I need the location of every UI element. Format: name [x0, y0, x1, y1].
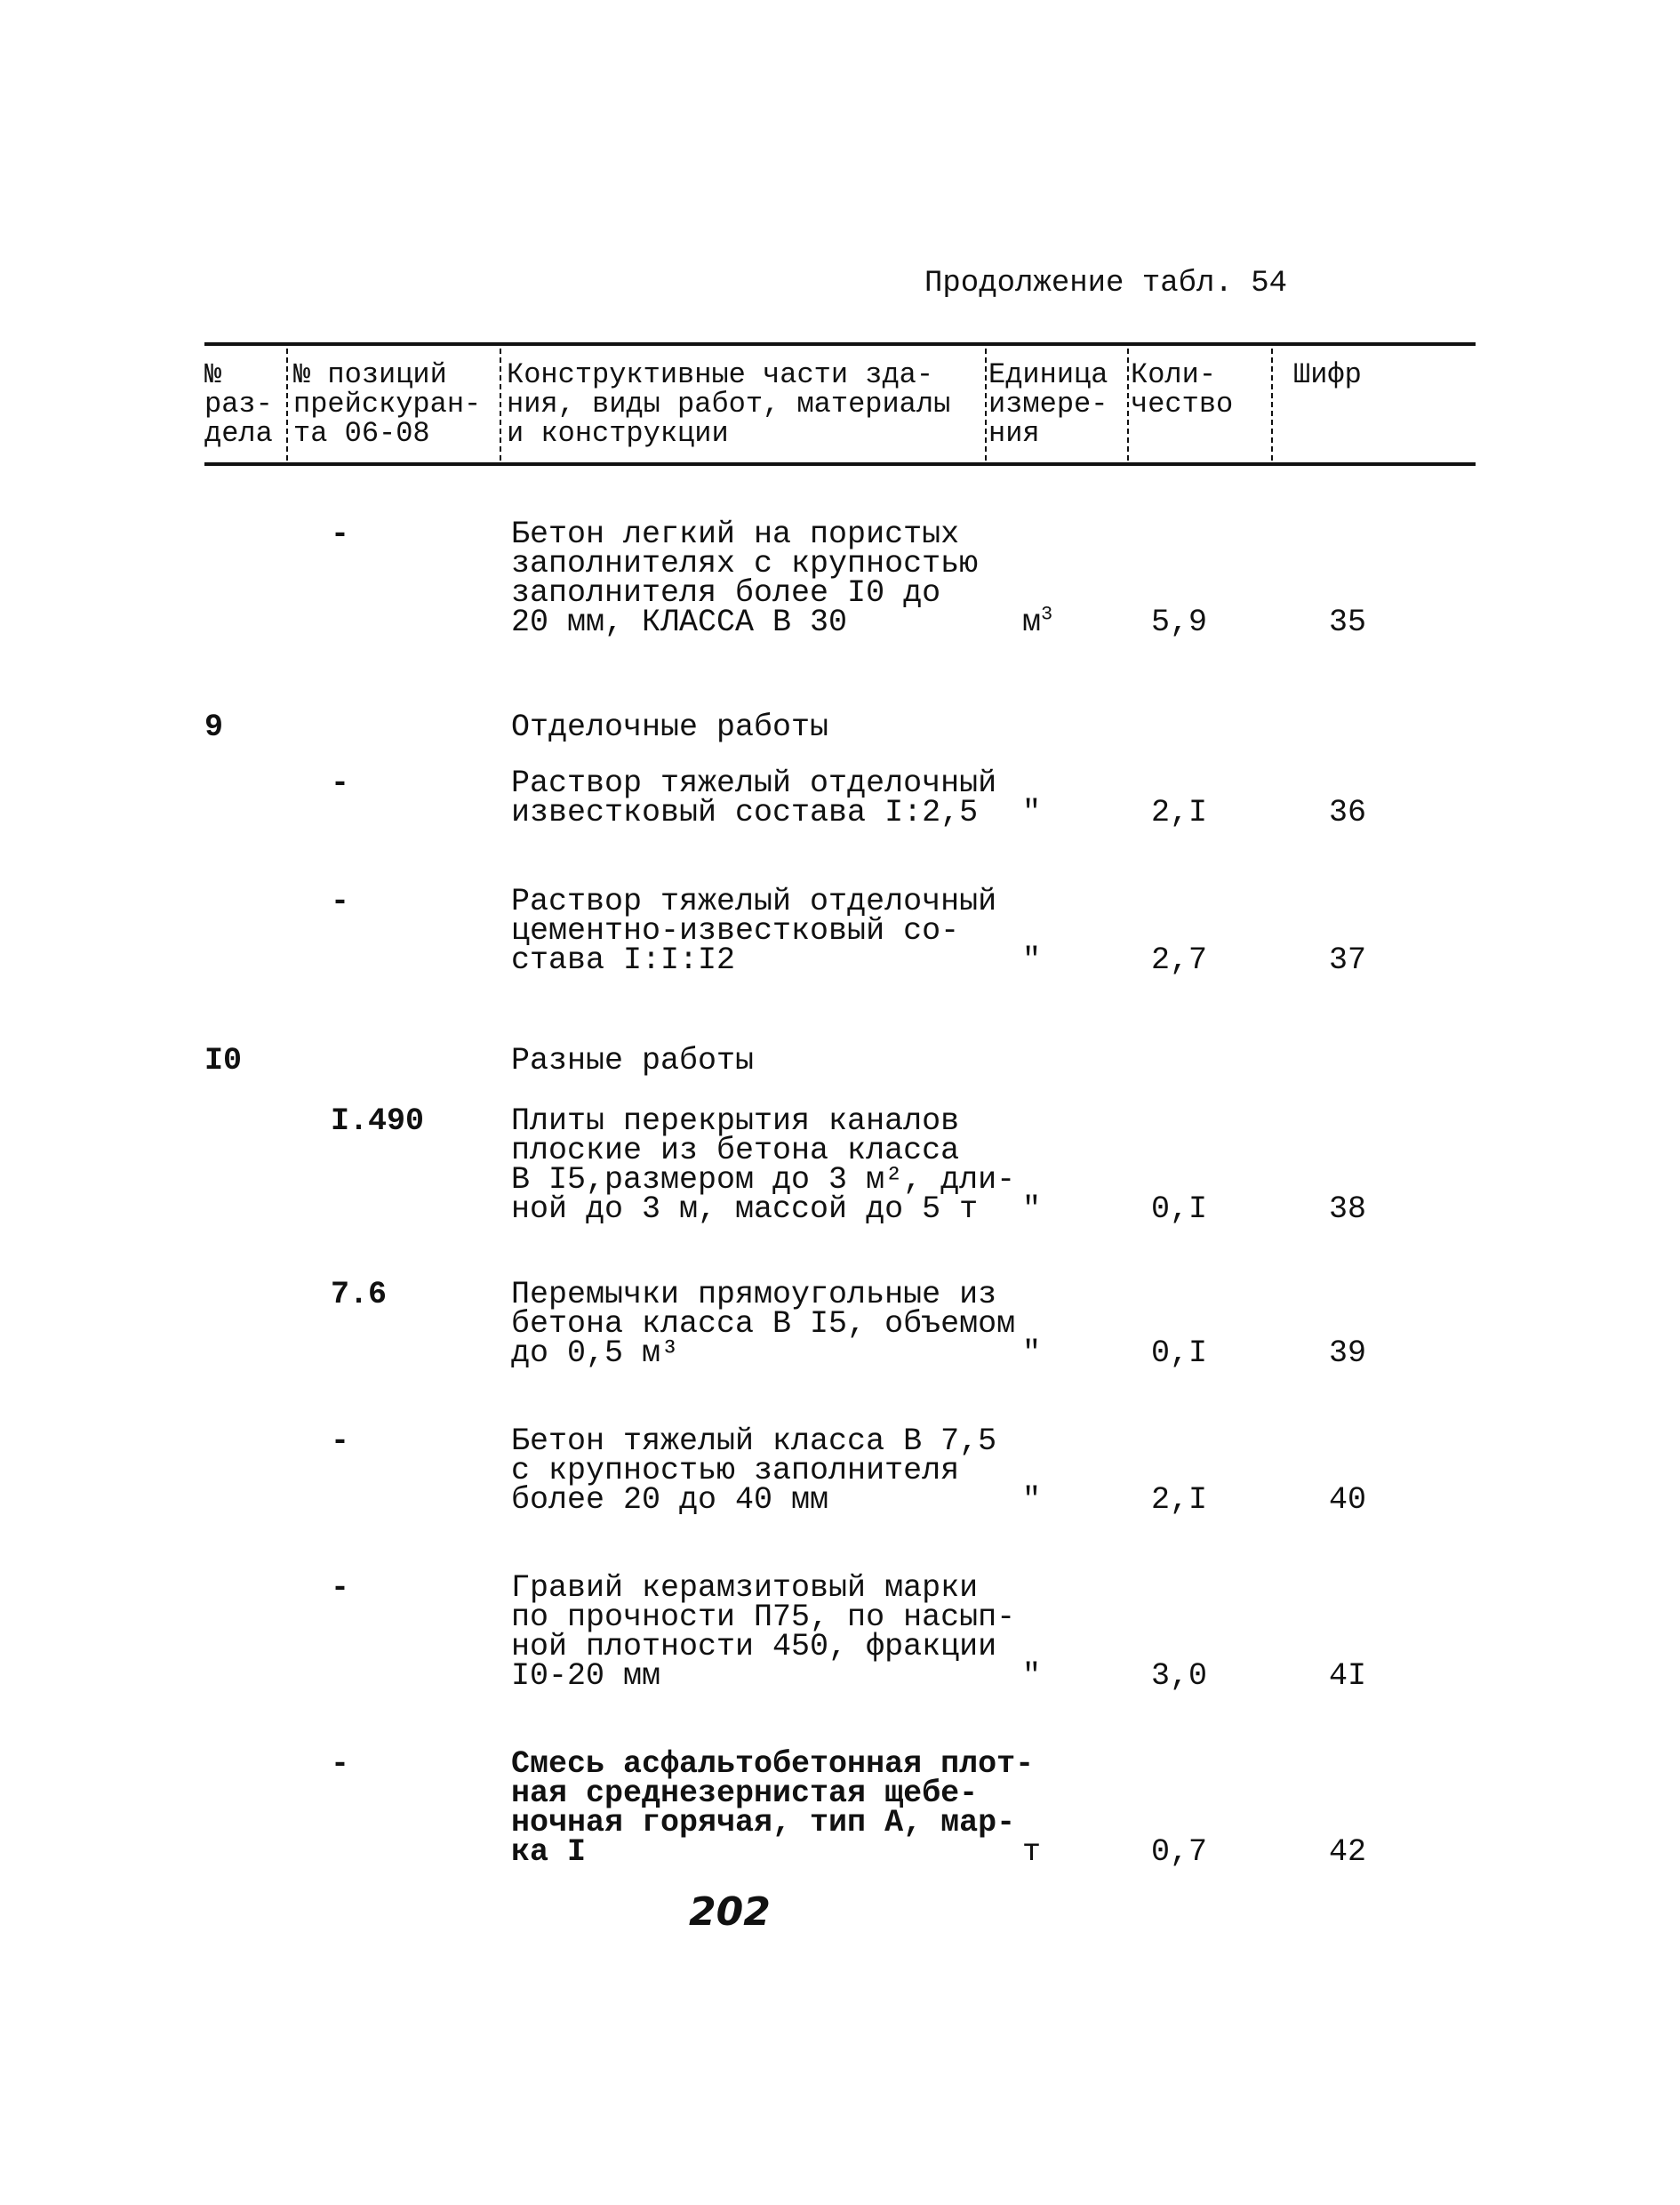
quantity-value: 2,7	[1151, 942, 1208, 978]
section-row	[0, 1043, 1680, 1078]
unit-value: "	[1022, 795, 1042, 830]
unit-value: "	[1022, 1191, 1042, 1227]
code-value: 40	[1329, 1482, 1367, 1518]
position-number: -	[331, 766, 350, 801]
header-column-separator	[286, 349, 288, 461]
header-quantity: Коли- чество	[1131, 358, 1234, 421]
unit-value: "	[1022, 1482, 1042, 1518]
quantity-value: 0,I	[1151, 1191, 1208, 1227]
code-value: 42	[1329, 1834, 1367, 1870]
quantity-value: 3,0	[1151, 1658, 1208, 1694]
section-title: Разные работы	[511, 1043, 755, 1078]
table-row	[0, 766, 1680, 830]
section-row	[0, 710, 1680, 745]
header-column-separator	[500, 349, 501, 461]
header-unit: Единица измере- ния	[988, 358, 1108, 450]
quantity-value: 0,7	[1151, 1834, 1208, 1870]
row-description: Смесь асфальтобетонная плот- ная среднезернистая щебе- ночная горячая, тип А, мар- ка I	[511, 1746, 1035, 1870]
row-description: Плиты перекрытия каналов плоские из бетона класса В I5,размером до 3 м², дли- ной до 3 м, массой до 5 т	[511, 1103, 1016, 1227]
table-row	[0, 1746, 1680, 1870]
header-description: Конструктивные части зда- ния, виды работ, материалы и конструкции	[507, 358, 951, 450]
header-column-separator	[1271, 349, 1273, 461]
position-number: -	[331, 1570, 350, 1606]
header-column-separator	[1127, 349, 1129, 461]
code-value: 39	[1329, 1335, 1367, 1371]
unit-value: т	[1022, 1834, 1042, 1870]
table-row	[0, 517, 1680, 640]
position-number: I.490	[331, 1103, 425, 1139]
header-bottom-rule	[204, 462, 1476, 466]
unit-exponent: 3	[1041, 603, 1053, 626]
quantity-value: 2,I	[1151, 1482, 1208, 1518]
code-value: 38	[1329, 1191, 1367, 1227]
code-value: 4I	[1329, 1658, 1367, 1694]
unit-value: "	[1022, 942, 1042, 978]
quantity-value: 0,I	[1151, 1335, 1208, 1371]
unit-value: "	[1022, 1658, 1042, 1694]
section-title: Отделочные работы	[511, 710, 829, 745]
header-section-number: № раз- дела	[204, 358, 273, 450]
page-number: 202	[689, 1889, 771, 1935]
table-caption: Продолжение табл. 54	[924, 267, 1288, 301]
table-row	[0, 1103, 1680, 1227]
row-description: Перемычки прямоугольные из бетона класса В I5, объемом до 0,5 м³	[511, 1277, 1016, 1371]
code-value: 37	[1329, 942, 1367, 978]
position-number: -	[331, 884, 350, 919]
row-description: Раствор тяжелый отделочный известковый состава I:2,5	[511, 766, 997, 830]
unit-cell	[1022, 603, 1053, 640]
table-row	[0, 884, 1680, 978]
row-description: Гравий керамзитовый марки по прочности П75, по насып- ной плотности 450, фракции I0-20 мм	[511, 1570, 1016, 1694]
position-number: 7.6	[331, 1277, 388, 1312]
row-description: Бетон тяжелый класса В 7,5 с крупностью заполнителя более 20 до 40 мм	[511, 1423, 997, 1518]
table-row	[0, 1277, 1680, 1371]
row-description: Бетон легкий на пористых заполнителях с крупностью заполнителя более I0 до 20 мм, КЛАССА В 30	[511, 517, 979, 640]
position-number: -	[331, 1423, 350, 1459]
header-code: Шифр	[1293, 358, 1362, 391]
header-top-rule	[204, 342, 1476, 346]
header-column-separator	[985, 349, 987, 461]
table-row	[0, 1423, 1680, 1518]
section-number: 9	[204, 710, 224, 745]
row-description: Раствор тяжелый отделочный цементно-известковый со- става I:I:I2	[511, 884, 997, 978]
position-number: -	[331, 1746, 350, 1782]
quantity-value: 2,I	[1151, 795, 1208, 830]
section-number: I0	[204, 1043, 243, 1078]
code-value: 35	[1329, 605, 1367, 640]
unit-value: м	[1022, 605, 1042, 640]
header-position-number: № позиций прейскуран- та 06-08	[293, 358, 482, 450]
position-number: -	[331, 517, 350, 552]
unit-value: "	[1022, 1335, 1042, 1371]
code-value: 36	[1329, 795, 1367, 830]
table-row	[0, 1570, 1680, 1694]
quantity-value: 5,9	[1151, 605, 1208, 640]
